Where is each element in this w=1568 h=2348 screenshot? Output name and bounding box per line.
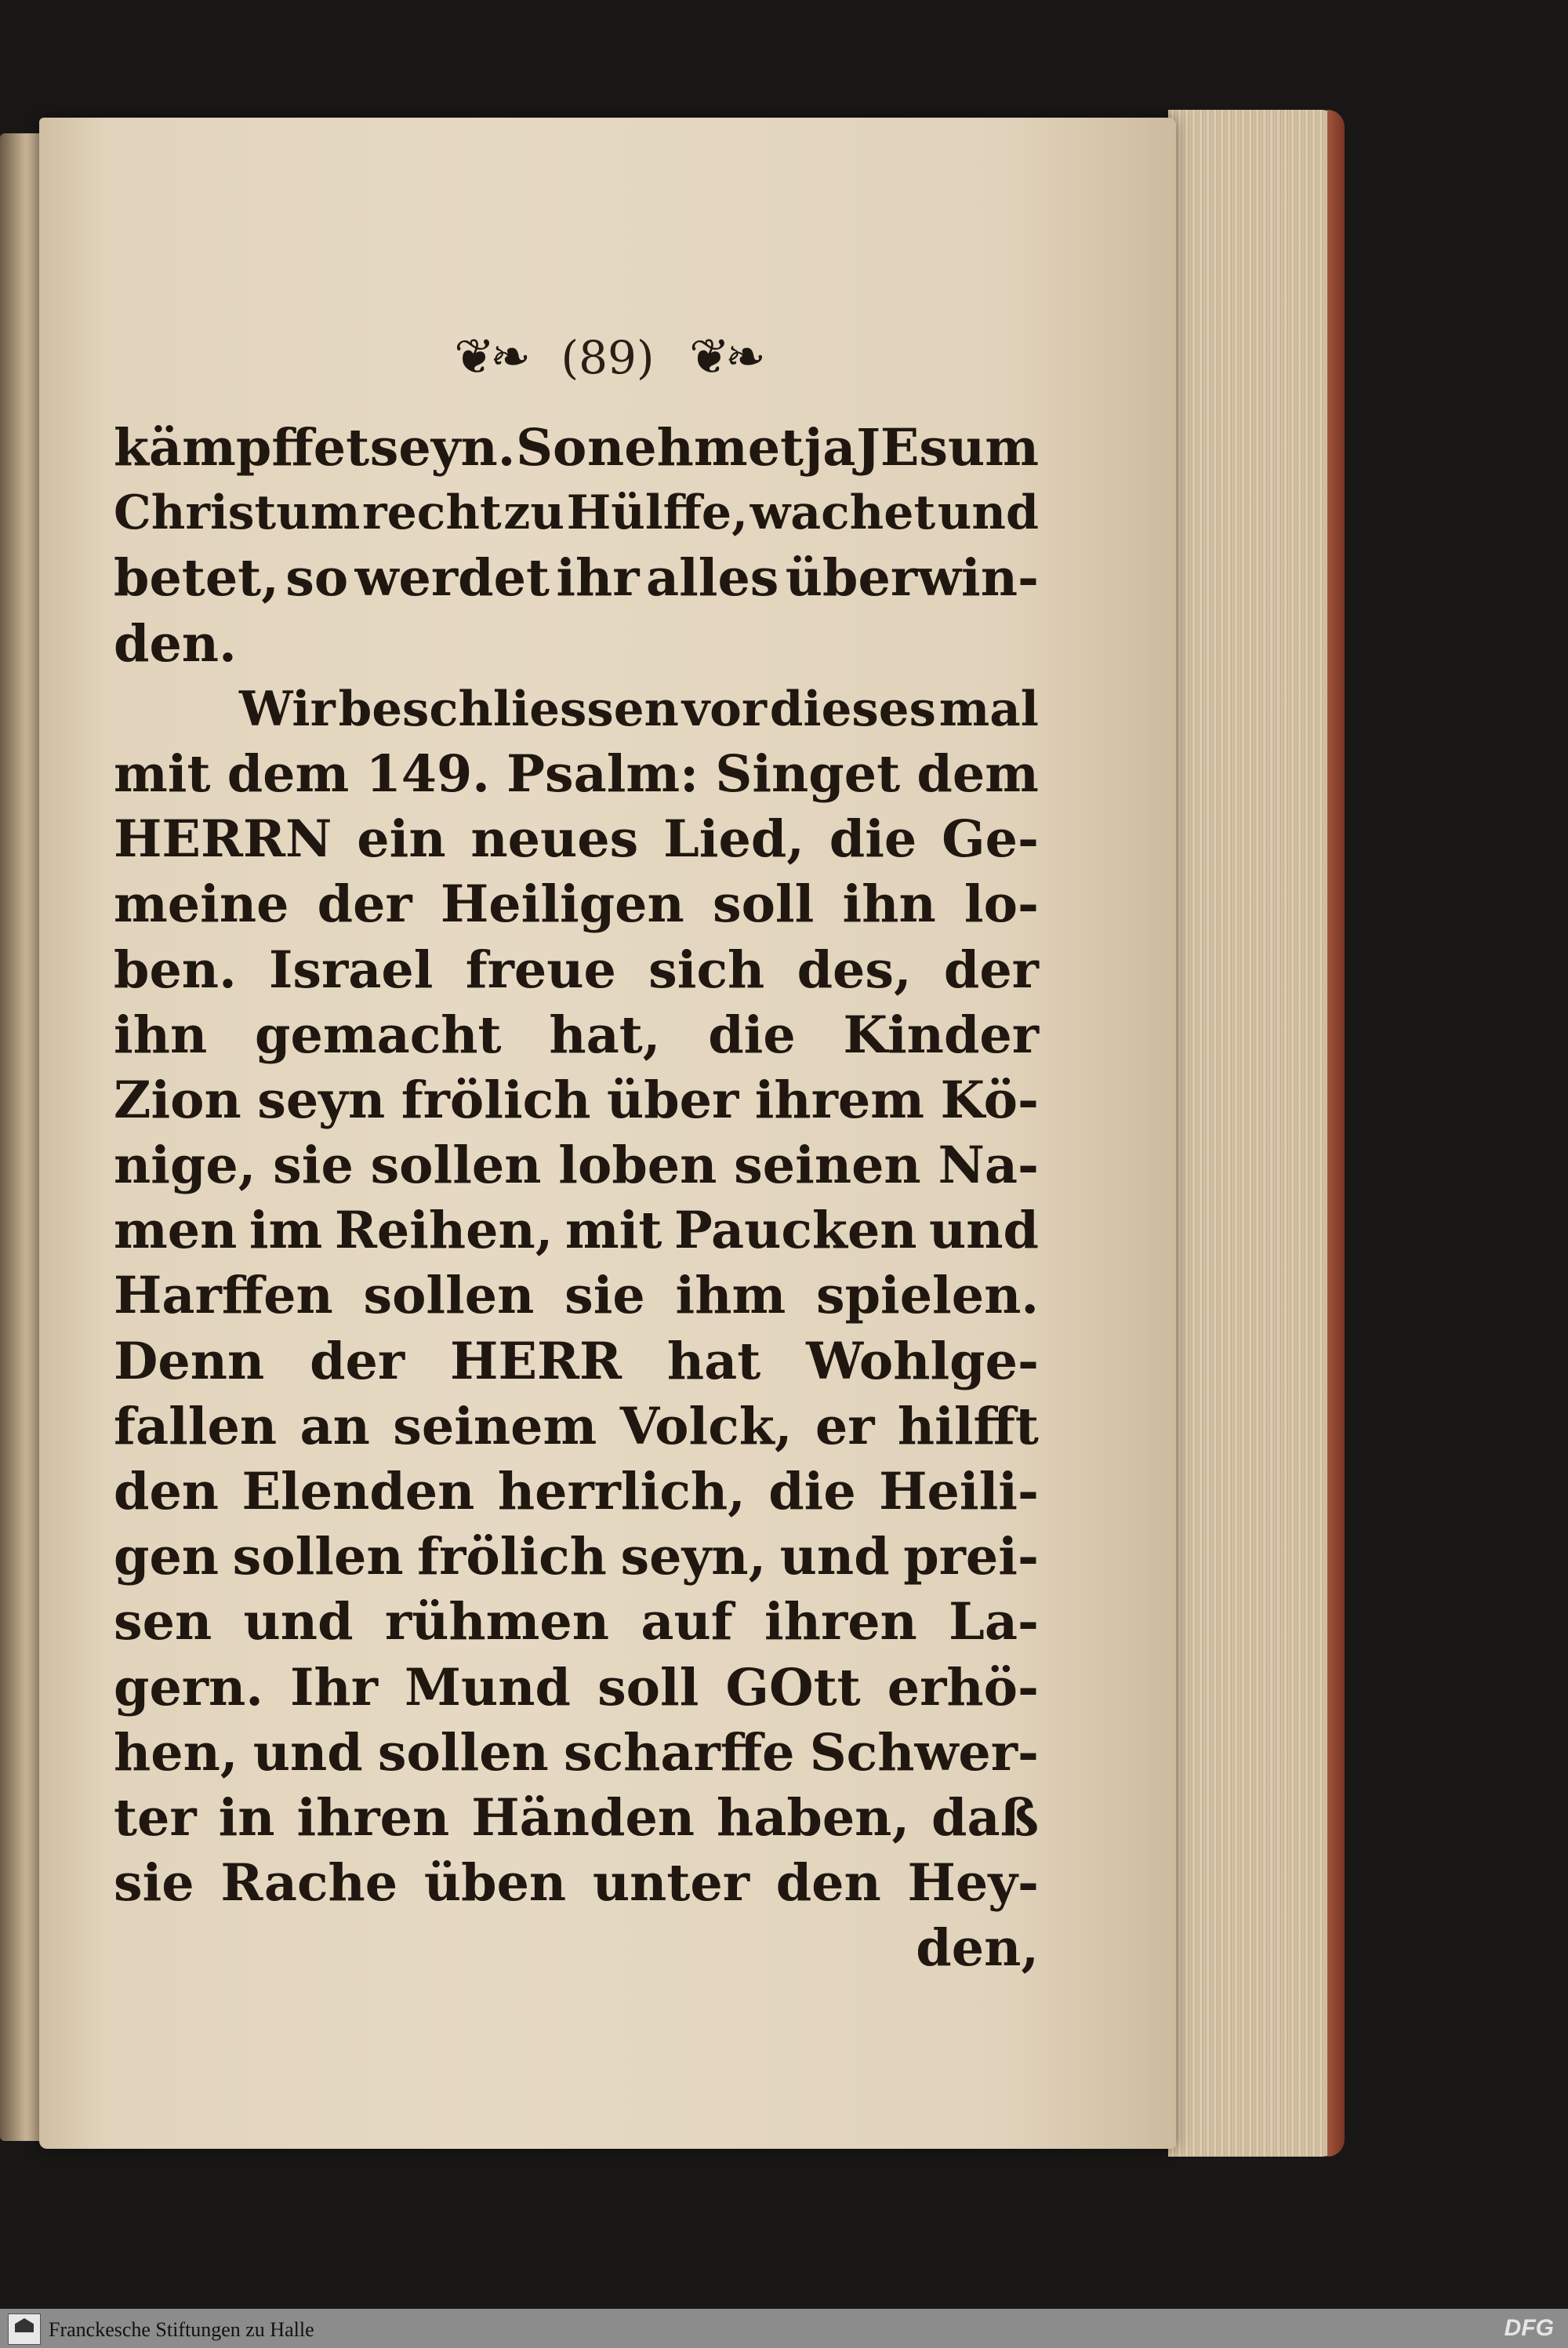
word: JEsum [856, 418, 1039, 478]
word: La- [949, 1592, 1039, 1652]
word: Händen [471, 1787, 695, 1848]
word: und [252, 1722, 363, 1783]
word: Kö- [940, 1070, 1039, 1130]
text-line [114, 546, 1039, 611]
book-fore-edge [1168, 110, 1345, 2157]
word: Israel [268, 940, 434, 1000]
word: und [937, 485, 1039, 541]
word: und [929, 1201, 1039, 1261]
footer-bar [0, 2309, 1568, 2348]
word: sie [273, 1136, 354, 1196]
word: überwin- [785, 548, 1039, 609]
word: mal [938, 681, 1039, 737]
word: Mund [405, 1657, 571, 1717]
word: Schwer- [809, 1722, 1039, 1783]
word: ihr [556, 548, 640, 609]
dfg-badge: DFG [1504, 2315, 1554, 2341]
word: Wohlge- [806, 1331, 1039, 1391]
word: Reihen, [334, 1201, 554, 1261]
word: seinen [734, 1136, 921, 1196]
word: betet, [114, 548, 279, 609]
word: recht [362, 485, 502, 541]
text-line: den, [916, 1918, 1039, 1979]
word: werdet [354, 548, 550, 609]
institution-logo-icon [8, 2313, 41, 2345]
word: sollen [232, 1527, 404, 1587]
word: gemacht [255, 1005, 502, 1065]
word: Wir [239, 681, 336, 737]
text-line [114, 1133, 1039, 1198]
text-line [114, 1263, 1039, 1328]
word: hat, [549, 1005, 661, 1065]
word: dieses [769, 681, 936, 737]
text-line [114, 1003, 1039, 1068]
word: frölich [417, 1527, 607, 1587]
word: daß [931, 1787, 1039, 1848]
word: Ihr [290, 1657, 378, 1717]
text-line [114, 872, 1039, 937]
word: auf [641, 1592, 733, 1652]
text-line [114, 416, 1039, 481]
text-line [114, 1851, 1039, 1916]
word: sollen [377, 1722, 549, 1783]
word: soll [597, 1657, 699, 1717]
word: so [285, 548, 349, 609]
word: zu [503, 485, 564, 541]
body-text [114, 416, 1039, 1982]
word: nige, [114, 1136, 256, 1196]
word: Ge- [942, 809, 1039, 870]
word: des, [797, 940, 912, 1000]
word: Psalm: [506, 743, 699, 804]
word: seyn. [369, 418, 516, 478]
institution-name: Franckesche Stiftungen zu Halle [49, 2318, 314, 2341]
word: GOtt [725, 1657, 861, 1717]
text-line [114, 1786, 1039, 1851]
word: ben. [114, 940, 237, 1000]
word: kämpffet [114, 418, 370, 478]
word: Volck, [619, 1396, 793, 1456]
word: ein [357, 809, 446, 870]
word: unter [592, 1853, 750, 1914]
word: Hey- [907, 1853, 1039, 1914]
word: ihrem [754, 1070, 925, 1130]
text-line [114, 1068, 1039, 1133]
word: frölich [401, 1070, 591, 1130]
text-line [114, 938, 1039, 1003]
word: der [310, 1331, 405, 1391]
word: in [218, 1787, 275, 1848]
word: hen, [114, 1722, 238, 1783]
word: nehmet [587, 418, 804, 478]
word: sich [648, 940, 765, 1000]
page-header [39, 328, 1176, 385]
word: hilfft [897, 1396, 1039, 1456]
text-line [114, 1329, 1039, 1394]
word: mit [114, 743, 211, 804]
word: Zion [114, 1070, 241, 1130]
word: prei- [903, 1527, 1039, 1587]
word: 149. [365, 743, 490, 804]
word: rühmen [384, 1592, 609, 1652]
word: ihn [114, 1005, 208, 1065]
word: die [708, 1005, 796, 1065]
word: meine [114, 874, 289, 935]
word: Heiligen [440, 874, 684, 935]
word: fallen [114, 1396, 278, 1456]
word: sollen [370, 1136, 542, 1196]
word: der [317, 874, 412, 935]
text-line [114, 1394, 1039, 1459]
word: HERR [450, 1331, 622, 1391]
word: an [299, 1396, 370, 1456]
word: So [516, 418, 587, 478]
text-line [114, 1656, 1039, 1721]
word: sen [114, 1592, 212, 1652]
word: neues [470, 809, 639, 870]
word: üben [423, 1853, 567, 1914]
word: Singet [715, 743, 901, 804]
word: Lied, [663, 809, 804, 870]
word: alles [645, 548, 779, 609]
word: erhö- [887, 1657, 1039, 1717]
word: Rache [220, 1853, 398, 1914]
word: sie [114, 1853, 194, 1914]
word: HERRN [114, 809, 332, 870]
word: men [114, 1201, 238, 1261]
word: ihn [842, 874, 936, 935]
word: seyn, [620, 1527, 767, 1587]
word: Harffen [114, 1266, 333, 1326]
word: Kinder [843, 1005, 1039, 1065]
text-line [114, 1198, 1039, 1263]
word: über [606, 1070, 739, 1130]
text-line [114, 1459, 1039, 1525]
word: freue [465, 940, 616, 1000]
word: Elenden [241, 1462, 475, 1521]
word: im [249, 1201, 323, 1261]
word: den [114, 1462, 220, 1521]
word: ja [804, 418, 856, 478]
word: die [829, 809, 917, 870]
word: der [943, 940, 1039, 1000]
book-page [39, 118, 1176, 2149]
text-line [114, 677, 1039, 742]
text-line [114, 481, 1039, 546]
text-line [114, 1721, 1039, 1786]
word: gen [114, 1527, 220, 1587]
word: ihm [675, 1266, 786, 1326]
word: und [243, 1592, 354, 1652]
word: beschliessen [338, 681, 679, 737]
word: den [775, 1853, 881, 1914]
word: dem [227, 743, 350, 804]
word: die [768, 1462, 856, 1521]
text-line [114, 742, 1039, 807]
word: vor [681, 681, 767, 737]
word: seyn [257, 1070, 386, 1130]
text-line [114, 807, 1039, 872]
word: und [779, 1527, 890, 1587]
word: mit [564, 1201, 662, 1261]
word: sollen [363, 1266, 535, 1326]
word: scharffe [564, 1722, 795, 1783]
ornament-left-icon: ❦❧ [454, 328, 527, 385]
ornament-right-icon: ❦❧ [688, 328, 761, 385]
word: er [815, 1396, 875, 1456]
word: seinem [393, 1396, 597, 1456]
word: ter [114, 1787, 197, 1848]
word: wachet [750, 485, 936, 541]
word: lo- [964, 874, 1039, 935]
word: loben [558, 1136, 717, 1196]
word: ihren [764, 1592, 917, 1652]
word: herrlich, [497, 1462, 746, 1521]
word: Christum [114, 485, 361, 541]
text-line [114, 1525, 1039, 1590]
word: spielen. [815, 1266, 1039, 1326]
word: dem [916, 743, 1039, 804]
word: gern. [114, 1657, 263, 1717]
word: ihren [296, 1787, 450, 1848]
text-line [114, 1590, 1039, 1655]
word: soll [712, 874, 815, 935]
text-line: den. [114, 613, 237, 674]
word: hat [666, 1331, 761, 1391]
word: sie [564, 1266, 645, 1326]
word: Hülffe, [566, 485, 748, 541]
word: haben, [717, 1787, 910, 1848]
word: Paucken [673, 1201, 917, 1261]
word: Na- [938, 1136, 1039, 1196]
word: Heili- [879, 1462, 1039, 1521]
word: Denn [114, 1331, 265, 1391]
page-number: (89) [561, 331, 655, 384]
